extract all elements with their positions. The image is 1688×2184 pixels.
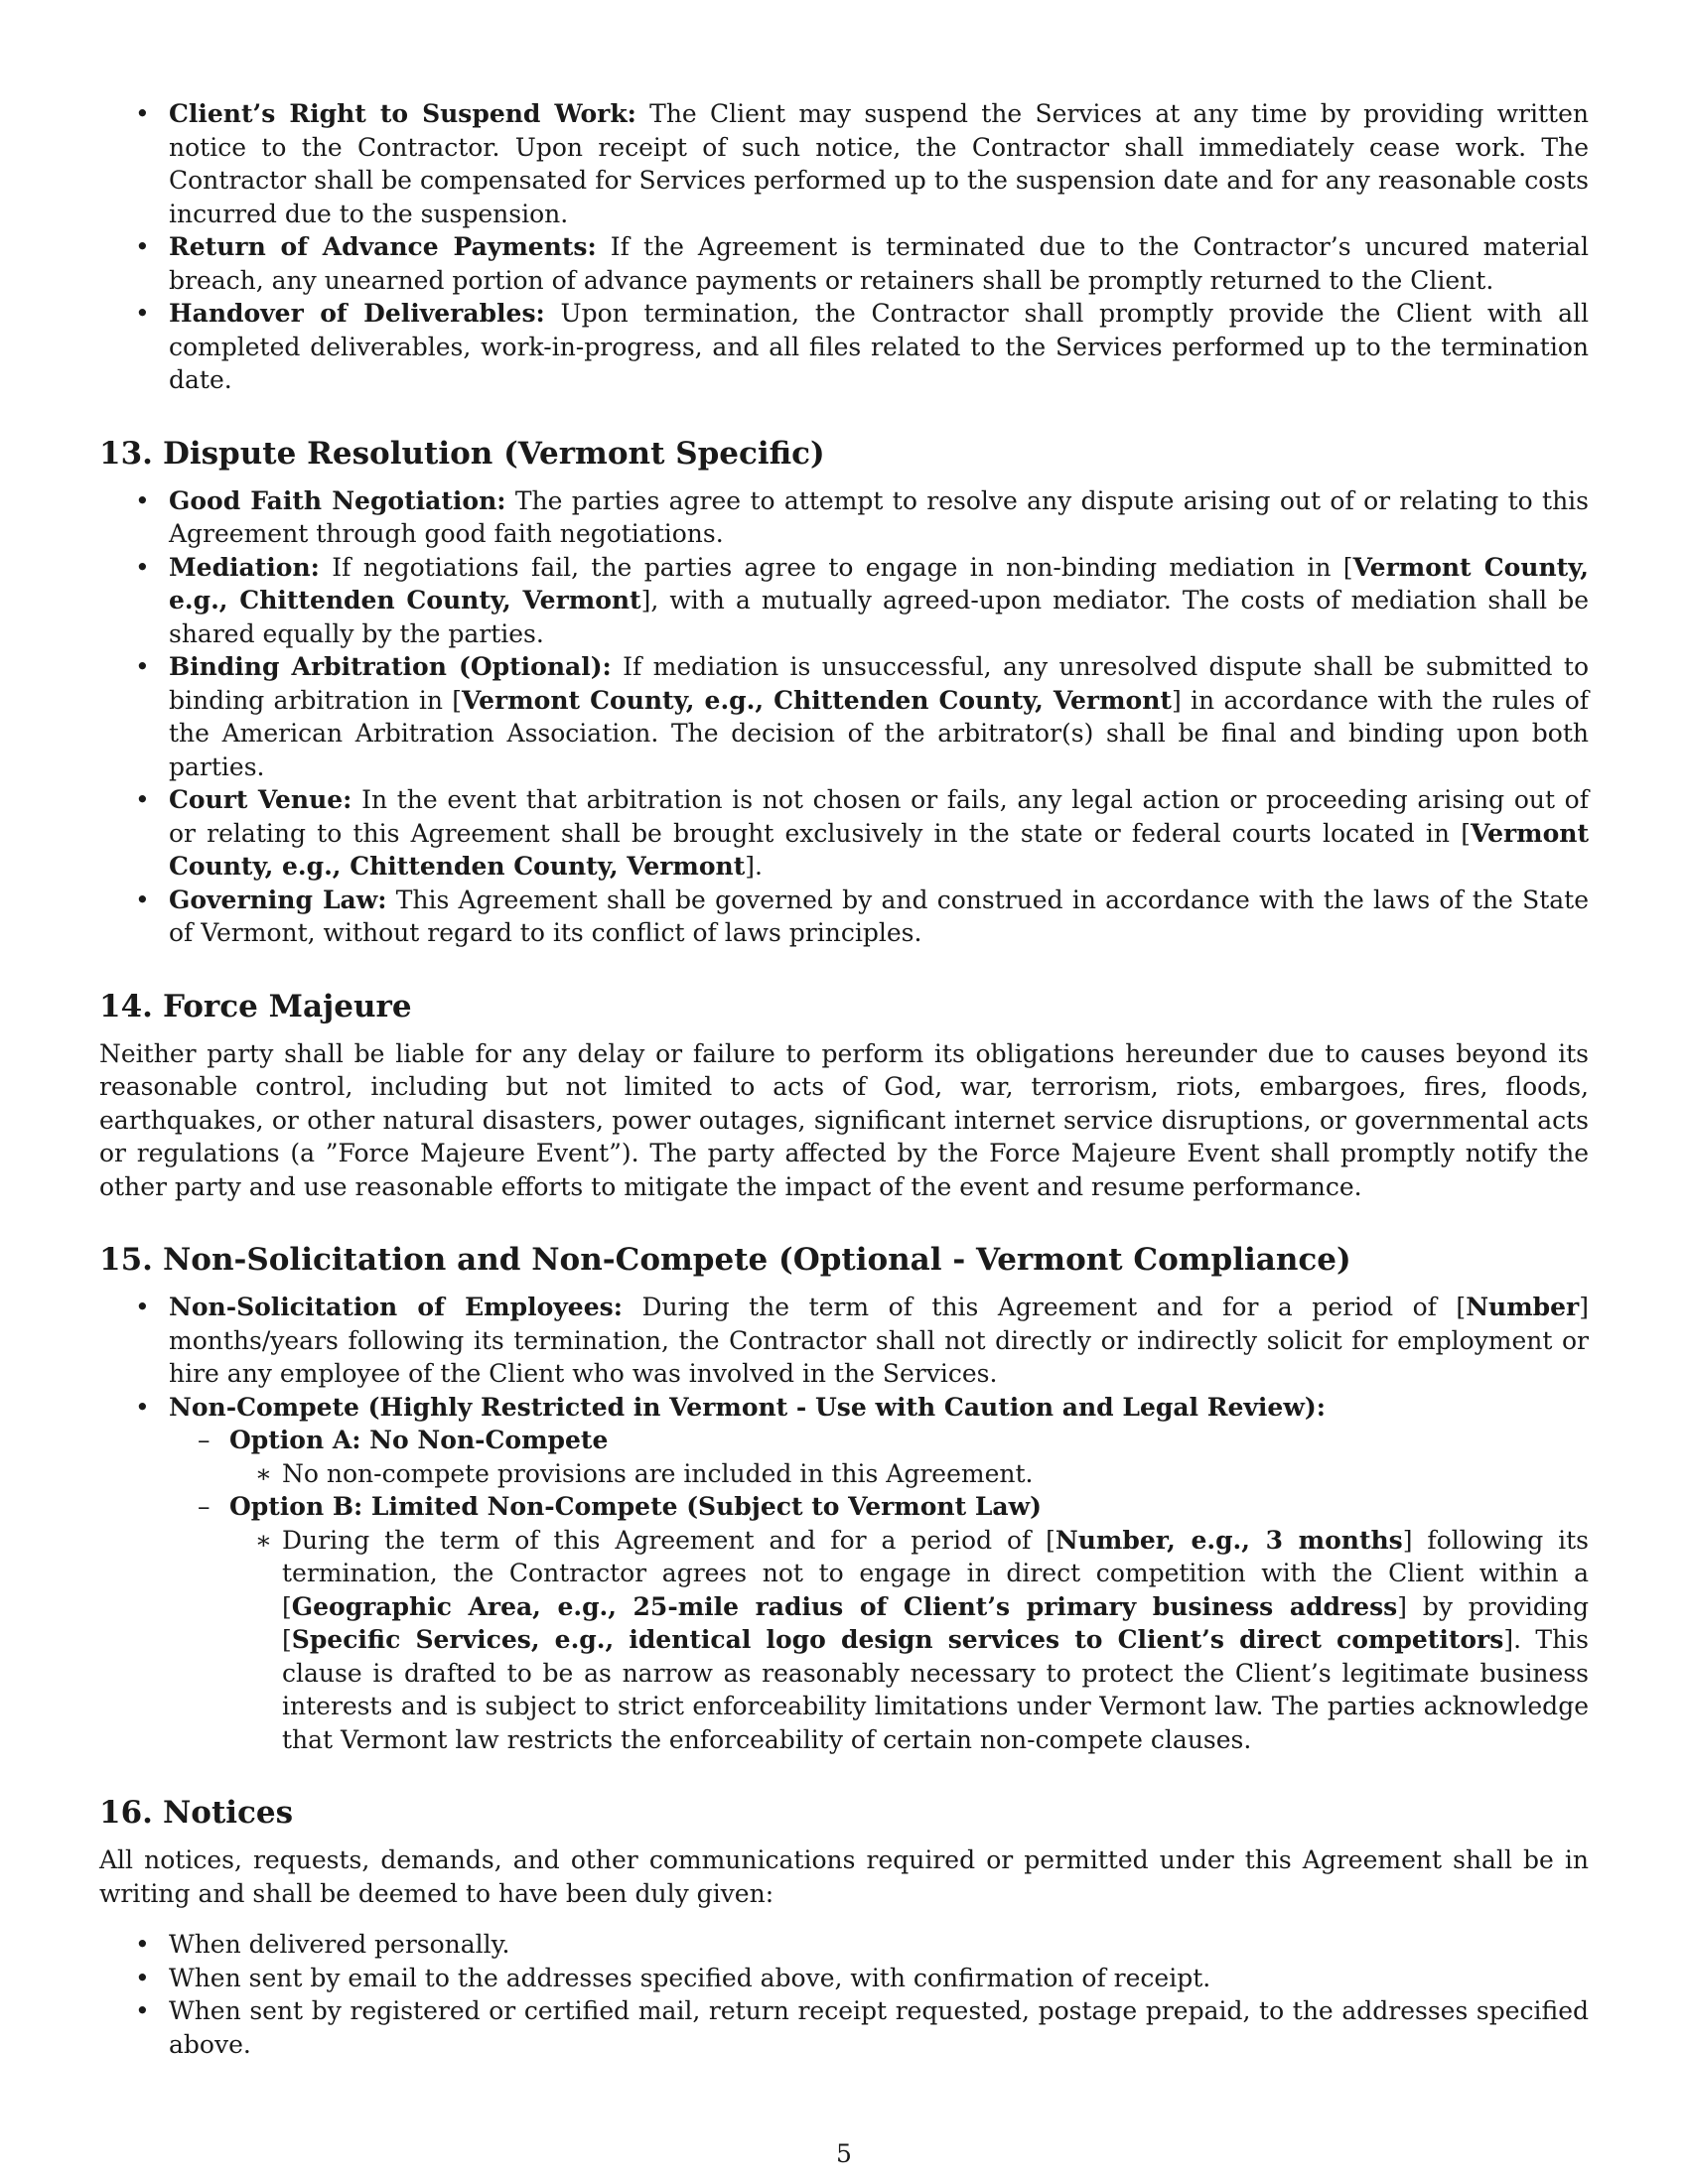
placeholder-text: Specific Services, e.g., identical logo design services to Client’s direct competitors <box>291 1625 1504 1654</box>
section-title: Notices <box>162 1795 294 1831</box>
item-text: ]. <box>745 852 763 881</box>
item-text: ] in accordance with the rules of the American Arbitration Association. The decision of the arbitrator(s) shall be final and binding upon both parties. <box>169 685 1589 781</box>
item-text: ] by providing [ <box>282 1591 1589 1654</box>
item-text: ]. This clause is drafted to be as narrow as reasonably necessary to protect the Client’s legitimate business interests and is subject to strict enforceability limitations under Vermont law. The parties acknowledge that Vermont law restricts the enforceability of certain non-compete clauses. <box>282 1625 1590 1754</box>
section-heading-15 <box>99 1241 1589 1279</box>
notices-list <box>99 1928 1589 2061</box>
list-item <box>99 551 1589 651</box>
option-list <box>169 1424 1589 1756</box>
item-text: If the Agreement is terminated due to the Contractor’s uncured material breach, any unearned portion of advance payments or retainers shall be promptly returned to the Client. <box>169 232 1589 295</box>
item-term: Binding Arbitration (Optional): <box>169 652 612 681</box>
item-term: Court Venue: <box>169 785 352 814</box>
item-term: Client’s Right to Suspend Work: <box>169 99 636 128</box>
item-text: The parties agree to attempt to resolve any dispute arising out of or relating to this Agreement through good faith negotiations. <box>169 485 1589 548</box>
section-title: Non-Solicitation and Non-Compete (Optional - Vermont Compliance) <box>162 1242 1351 1278</box>
option-item <box>169 1424 1589 1490</box>
list-item <box>99 783 1589 884</box>
option-detail-list <box>229 1457 1589 1491</box>
list-item: • When sent by registered or certified mail, return receipt requested, postage prepaid, to the addresses specified above. <box>99 1994 1589 2061</box>
item-term: Non-Compete (Highly Restricted in Vermont - Use with Caution and Legal Review): <box>169 1392 1326 1422</box>
list-item: • When sent by email to the addresses specified above, with confirmation of receipt. <box>99 1962 1589 1995</box>
list-item <box>99 884 1589 950</box>
list-item <box>99 484 1589 551</box>
item-text: ] months/years following its termination, the Contractor shall not directly or indirectly solicit for employment or hire any employee of the Client who was involved in the Services. <box>169 1293 1589 1388</box>
list-item <box>99 650 1589 783</box>
item-text: If negotiations fail, the parties agree to engage in non-binding mediation in [ <box>332 552 1353 582</box>
notices-paragraph: All notices, requests, demands, and other communications required or permitted under this Agreement shall be in writing and shall be deemed to have been duly given: <box>99 1845 1589 1908</box>
item-term: Non-Solicitation of Employees: <box>169 1293 623 1321</box>
item-text: This Agreement shall be governed by and construed in accordance with the laws of the State of Vermont, without regard to its conflict of laws principles. <box>169 885 1589 947</box>
termination-list <box>99 97 1589 397</box>
list-item <box>99 230 1589 297</box>
section-number: 14. <box>99 988 153 1024</box>
item-text: ], with a mutually agreed-upon mediator. The costs of mediation shall be shared equally by the parties. <box>169 586 1589 648</box>
document-page <box>99 97 1589 2061</box>
list-item <box>99 1291 1589 1391</box>
placeholder-text: Geographic Area, e.g., 25-mile radius of Client’s primary business address <box>291 1591 1398 1621</box>
item-term: Mediation: <box>169 552 320 582</box>
section-title: Dispute Resolution (Vermont Specific) <box>162 435 825 472</box>
section-heading-14 <box>99 988 1589 1025</box>
page-number: 5 <box>836 2139 852 2168</box>
force-majeure-paragraph: Neither party shall be liable for any delay or failure to perform its obligations hereunder due to causes beyond its reasonable control, including but not limited to acts of God, war, terrorism, riots, embargoes, fires, floods, earthquakes, or other natural disasters, power outages, significant internet service disruptions, or governmental acts or regulations (a ”Force Majeure Event”). The party affected by the Force Majeure Event shall promptly notify the other party and use reasonable efforts to mitigate the impact of the event and resume performance. <box>99 1038 1589 1201</box>
item-text: In the event that arbitration is not chosen or fails, any legal action or proceeding arising out of or relating to this Agreement shall be brought exclusively in the state or federal courts located in [ <box>169 785 1589 848</box>
list-item: • When delivered personally. <box>99 1928 1589 1962</box>
list-item <box>99 1391 1589 1757</box>
placeholder-text: Number, e.g., 3 months <box>1055 1525 1403 1555</box>
section-title: Force Majeure <box>162 988 412 1024</box>
option-detail: ∗ No non-compete provisions are included in this Agreement. <box>229 1457 1589 1491</box>
item-term: Governing Law: <box>169 885 387 914</box>
item-text: The Client may suspend the Services at any time by providing written notice to the Contractor. Upon receipt of such notice, the Contractor shall immediately cease work. The Contractor shall be compensated for Services performed up to the suspension date and for any reasonable costs incurred due to the suspension. <box>169 99 1589 228</box>
item-term: Handover of Deliverables: <box>169 299 545 328</box>
option-title: Option B: Limited Non-Compete (Subject to Vermont Law) <box>229 1492 1042 1521</box>
placeholder-text: Vermont County, e.g., Chittenden County, Vermont <box>169 818 1589 881</box>
item-term: Good Faith Negotiation: <box>169 485 506 515</box>
option-item <box>169 1490 1589 1756</box>
placeholder-text: Vermont County, e.g., Chittenden County, Vermont <box>169 552 1590 614</box>
item-text: During the term of this Agreement and for a period of [ <box>641 1293 1467 1321</box>
section-number: 13. <box>99 435 153 472</box>
item-term: Return of Advance Payments: <box>169 232 597 261</box>
placeholder-text: Number <box>1466 1293 1580 1321</box>
section-number: 16. <box>99 1795 153 1831</box>
list-item <box>99 297 1589 397</box>
option-title: Option A: No Non-Compete <box>229 1426 609 1454</box>
item-text: ] following its termination, the Contractor agrees not to engage in direct competition with the Client within a [ <box>282 1525 1589 1621</box>
list-item <box>99 97 1589 230</box>
section-heading-16 <box>99 1794 1589 1832</box>
item-text: Upon termination, the Contractor shall promptly provide the Client with all completed deliverables, work-in-progress, and all files related to the Services performed up to the termination date. <box>169 299 1589 394</box>
option-detail <box>229 1524 1589 1757</box>
section-heading-13 <box>99 435 1589 473</box>
option-detail-list <box>229 1524 1589 1757</box>
placeholder-text: Vermont County, e.g., Chittenden County, Vermont <box>462 685 1172 715</box>
item-text: During the term of this Agreement and for a period of [ <box>282 1525 1055 1555</box>
item-text: If mediation is unsuccessful, any unresolved dispute shall be submitted to binding arbitration in [ <box>169 652 1589 715</box>
dispute-resolution-list <box>99 484 1589 950</box>
non-solicitation-list <box>99 1291 1589 1756</box>
section-number: 15. <box>99 1242 153 1278</box>
